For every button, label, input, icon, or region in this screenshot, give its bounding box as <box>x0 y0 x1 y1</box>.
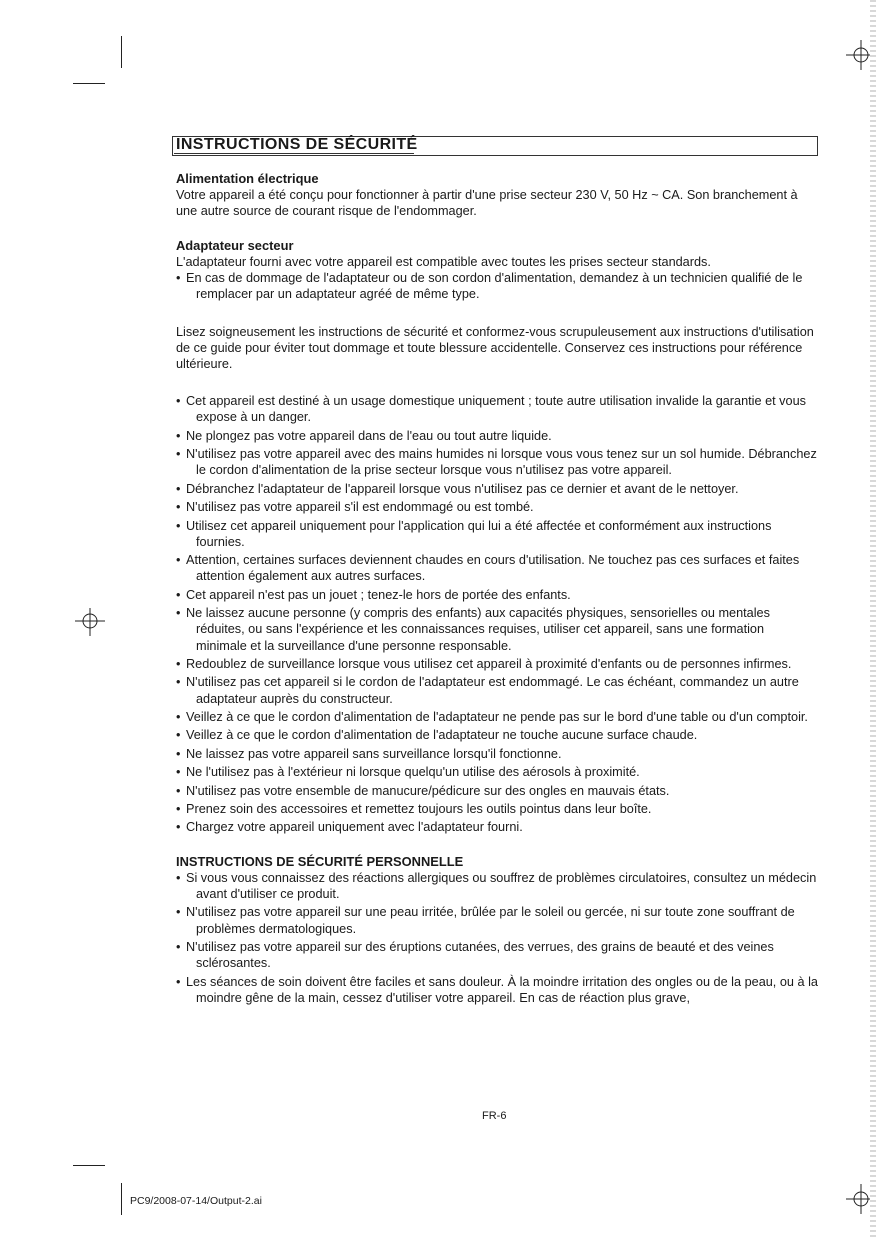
document-body <box>176 171 818 1008</box>
list-item: • Si vous vous connaissez des réactions allergiques ou souffrez de problèmes circulatoires, consultez un médecin avant d'utiliser ce produit. <box>176 870 818 902</box>
adapter-heading: Adaptateur secteur <box>176 237 294 253</box>
list-item: • Veillez à ce que le cordon d'alimentation de l'adaptateur ne touche aucune surface chaude. <box>176 727 818 743</box>
adapter-text: L'adaptateur fourni avec votre appareil est compatible avec toutes les prises secteur standards. <box>176 254 711 269</box>
list-item: • Ne l'utilisez pas à l'extérieur ni lorsque quelqu'un utilise des aérosols à proximité. <box>176 764 818 780</box>
footer-file-label: PC9/2008-07-14/Output-2.ai <box>130 1195 262 1207</box>
page-title: INSTRUCTIONS DE SÉCURITÉ <box>176 136 418 153</box>
registration-mark-left-icon <box>75 606 105 636</box>
personal-rules-list <box>176 870 818 1006</box>
list-item: • N'utilisez pas votre appareil sur des éruptions cutanées, des verrues, des grains de beauté et des veines sclérosantes. <box>176 939 818 971</box>
list-item: • Utilisez cet appareil uniquement pour l'application qui lui a été affectée et conformément aux instructions fournies. <box>176 518 818 550</box>
power-heading: Alimentation électrique <box>176 171 319 186</box>
list-item: • N'utilisez pas votre appareil sur une peau irritée, brûlée par le soleil ou gercée, ni sur toute zone souffrant de problèmes dermatologiques. <box>176 904 818 936</box>
list-item: • Attention, certaines surfaces deviennent chaudes en cours d'utilisation. Ne touchez pas ces surfaces et faites attention également aux autres surfaces. <box>176 552 818 584</box>
personal-heading: INSTRUCTIONS DE SÉCURITÉ PERSONNELLE <box>176 853 464 869</box>
list-item: • N'utilisez pas votre appareil s'il est endommagé ou est tombé. <box>176 499 818 515</box>
scan-edge <box>870 0 876 1240</box>
crop-mark-top-vertical <box>121 36 122 68</box>
crop-mark-bottom-vertical <box>121 1183 122 1215</box>
list-item: • Redoublez de surveillance lorsque vous utilisez cet appareil à proximité d'enfants ou de personnes infirmes. <box>176 656 818 672</box>
crop-mark-top-horizontal <box>73 83 105 84</box>
list-item: • Ne plongez pas votre appareil dans de l'eau ou tout autre liquide. <box>176 428 818 444</box>
intro-paragraph: Lisez soigneusement les instructions de sécurité et conformez-vous scrupuleusement aux instructions d'utilisation de ce guide pour éviter tout dommage et toute blessure accidentelle. Conservez ces instructions pour référence ultérieure. <box>176 324 814 372</box>
list-item: • En cas de dommage de l'adaptateur ou de son cordon d'alimentation, demandez à un technicien qualifié de le remplacer par un adaptateur agréé de même type. <box>176 270 818 302</box>
safety-rules-list <box>176 393 818 835</box>
list-item: • N'utilisez pas cet appareil si le cordon de l'adaptateur est endommagé. Le cas échéant, commandez un autre adaptateur auprès du constructeur. <box>176 674 818 706</box>
title-underline <box>174 153 414 154</box>
list-item: • Ne laissez pas votre appareil sans surveillance lorsqu'il fonctionne. <box>176 746 818 762</box>
list-item: • N'utilisez pas votre ensemble de manucure/pédicure sur des ongles en mauvais états. <box>176 783 818 799</box>
power-text: Votre appareil a été conçu pour fonctionner à partir d'une prise secteur 230 V, 50 Hz ~ CA. Son branchement à une autre source de courant risque de l'endommager. <box>176 188 798 219</box>
list-item: • Veillez à ce que le cordon d'alimentation de l'adaptateur ne pende pas sur le bord d'une table ou d'un comptoir. <box>176 709 818 725</box>
adapter-list <box>176 270 818 302</box>
list-item: • Chargez votre appareil uniquement avec l'adaptateur fourni. <box>176 819 818 835</box>
page-number: FR-6 <box>482 1110 507 1122</box>
list-item: • Cet appareil est destiné à un usage domestique uniquement ; toute autre utilisation invalide la garantie et vous expose à un danger. <box>176 393 818 425</box>
list-item: • Ne laissez aucune personne (y compris des enfants) aux capacités physiques, sensorielles ou mentales réduites, ou sans l'expérience et les connaissances requises, utiliser cet appareil, sans une formation minimale et la surveillance d'une personne responsable. <box>176 605 818 654</box>
list-item: • Cet appareil n'est pas un jouet ; tenez-le hors de portée des enfants. <box>176 587 818 603</box>
list-item: • Débranchez l'adaptateur de l'appareil lorsque vous n'utilisez pas ce dernier et avant de le nettoyer. <box>176 481 818 497</box>
list-item: • Prenez soin des accessoires et remettez toujours les outils pointus dans leur boîte. <box>176 801 818 817</box>
crop-mark-bottom-horizontal <box>73 1165 105 1166</box>
list-item: • Les séances de soin doivent être faciles et sans douleur. À la moindre irritation des ongles ou de la peau, ou à la moindre gêne de la main, cessez d'utiliser votre appareil. En cas de réaction plus grave, <box>176 974 818 1006</box>
list-item: • N'utilisez pas votre appareil avec des mains humides ni lorsque vous vous tenez sur un sol humide. Débranchez le cordon d'alimentation de la prise secteur lorsque vous n'utilisez pas votre appareil. <box>176 446 818 478</box>
